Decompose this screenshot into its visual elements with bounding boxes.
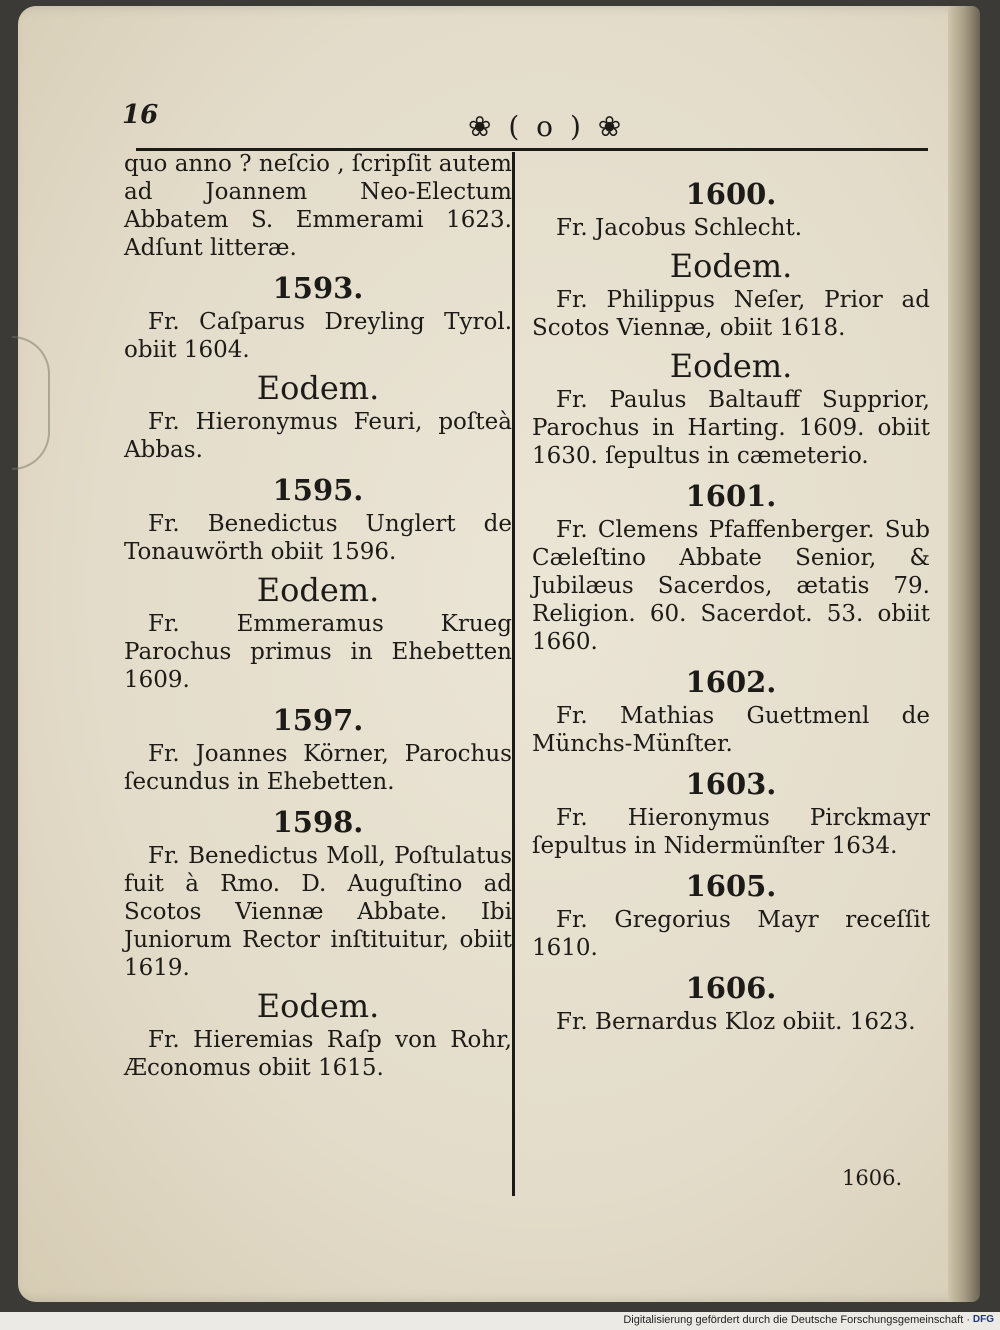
page-number: 16: [122, 100, 159, 130]
year-heading: 1593.: [272, 271, 364, 305]
year-heading: 1605.: [685, 869, 777, 903]
footer-bar: [0, 1312, 1000, 1330]
entry-text: Fr. Benedictus Unglert de Tonauwörth obiit 1596.: [124, 511, 512, 565]
year-heading: 1602.: [685, 665, 777, 699]
entry-text: Fr. Hieronymus Pirckmayr ſepultus in Nidermünſter 1634.: [532, 805, 930, 859]
entry-text: Fr. Emmeramus Krueg Parochus primus in Ehebetten 1609.: [124, 611, 512, 693]
eodem-heading: Eodem.: [256, 571, 380, 609]
eodem-heading: Eodem.: [256, 987, 380, 1025]
year-heading: 1595.: [272, 473, 364, 507]
year-heading: 1598.: [272, 805, 364, 839]
column-divider: [512, 152, 515, 1196]
left-column: [124, 150, 512, 1082]
eodem-heading: Eodem.: [256, 369, 380, 407]
eodem-heading: Eodem.: [669, 247, 793, 285]
entry-text: Fr. Joannes Körner, Parochus ſecundus in Ehebetten.: [124, 741, 512, 795]
entry-text: Fr. Bernardus Kloz obiit. 1623.: [556, 1009, 916, 1035]
entry-text: quo anno ? neſcio , ſcripſit autem ad Joannem Neo-Electum Abbatem S. Emmerami 1623. Adſunt litteræ.: [124, 151, 512, 261]
year-heading: 1600.: [685, 177, 777, 211]
entry-text: Fr. Clemens Pfaffenberger. Sub Cæleſtino Abbate Senior, & Jubilæus Sacerdos, ætatis 79. Religion. 60. Sacerdot. 53. obiit 1660.: [532, 517, 930, 655]
entry-text: Fr. Jacobus Schlecht.: [556, 215, 803, 241]
entry-text: Fr. Benedictus Moll, Poſtulatus fuit à Rmo. D. Auguſtino ad Scotos Viennæ Abbate. Ibi Juniorum Rector inſtituitur, obiit 1619.: [124, 843, 512, 981]
entry-text: Fr. Hieremias Raſp von Rohr, Æconomus obiit 1615.: [124, 1027, 512, 1081]
entry-text: Fr. Paulus Baltauff Supprior, Parochus in Harting. 1609. obiit 1630. ſepultus in cæmeterio.: [532, 387, 930, 469]
catchword: 1606.: [842, 1166, 903, 1190]
footer-credit: Digitalisierung gefördert durch die Deutsche Forschungsgemeinschaft ·: [623, 1314, 970, 1326]
year-heading: 1603.: [685, 767, 777, 801]
dfg-logo: DFG: [972, 1314, 994, 1325]
book-spine: [948, 6, 980, 1302]
page-fold-mark: [12, 336, 50, 470]
header-ornament: ❀ ( o ) ❀: [468, 110, 626, 143]
year-heading: 1597.: [272, 703, 364, 737]
eodem-heading: Eodem.: [669, 347, 793, 385]
entry-text: Fr. Gregorius Mayr receſſit 1610.: [532, 907, 930, 961]
entry-text: Fr. Hieronymus Feuri, poſteà Abbas.: [124, 409, 512, 463]
entry-text: Fr. Caſparus Dreyling Tyrol. obiit 1604.: [124, 309, 512, 363]
entry-text: Fr. Mathias Guettmenl de Münchs-Münſter.: [532, 703, 930, 757]
year-heading: 1606.: [685, 971, 777, 1005]
year-heading: 1601.: [685, 479, 777, 513]
entry-text: Fr. Philippus Neſer, Prior ad Scotos Viennæ, obiit 1618.: [532, 287, 930, 341]
right-column: [532, 168, 930, 1036]
